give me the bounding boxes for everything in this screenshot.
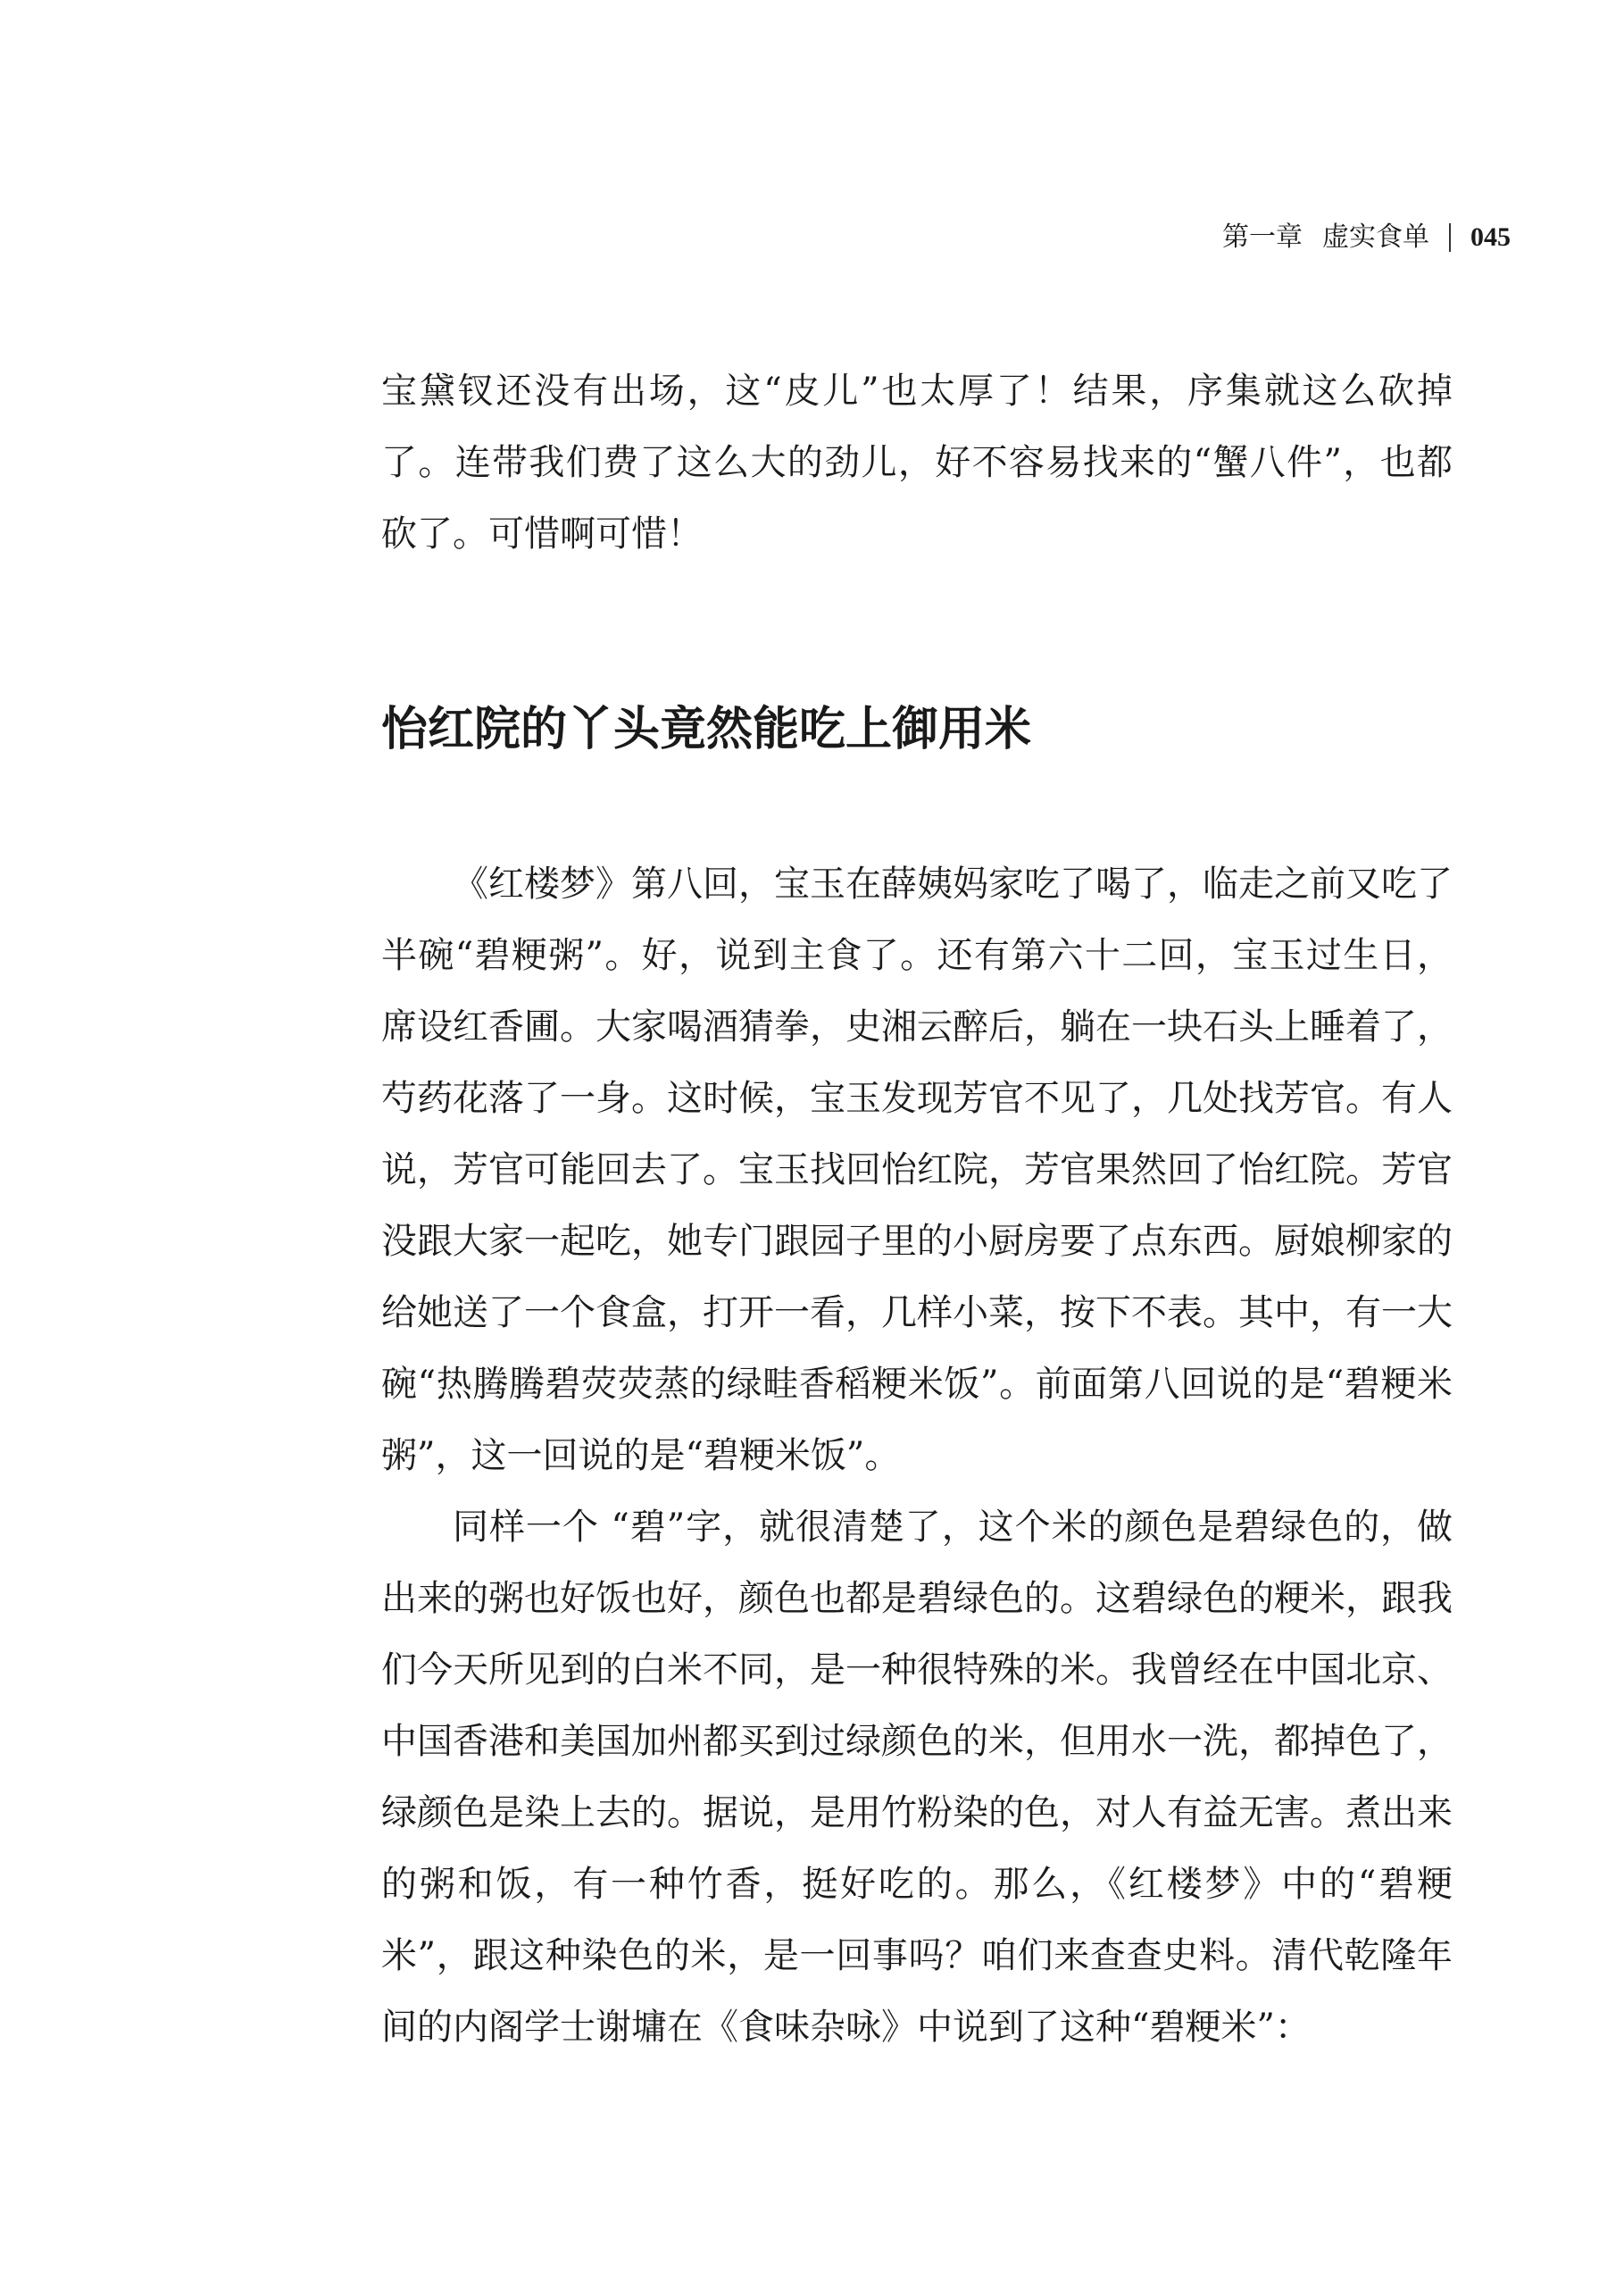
header-divider xyxy=(1449,223,1451,252)
chapter-number: 第一章 xyxy=(1222,221,1303,253)
running-head xyxy=(1222,220,1511,255)
section-heading: 怡红院的丫头竟然能吃上御用米 xyxy=(381,702,1032,756)
body-paragraph-1: 《红楼梦》第八回，宝玉在薛姨妈家吃了喝了，临走之前又吃了半碗“碧粳粥”。好，说到主食了。还有第六十二回，宝玉过生日，席设红香圃。大家喝酒猜拳，史湘云醉后，躺在一块石头上睡着了，芍药花落了一身。这时候，宝玉发现芳官不见了，几处找芳官。有人说，芳官可能回去了。宝玉找回怡红院，芳官果然回了怡红院。芳官没跟大家一起吃，她专门跟园子里的小厨房要了点东西。厨娘柳家的给她送了一个食盒，打开一看，几样小菜，按下不表。其中，有一大碗“热腾腾碧荧荧蒸的绿畦香稻粳米饭”。前面第八回说的是“碧粳米粥”，这一回说的是“碧粳米饭”。 xyxy=(381,864,1453,1476)
section-body xyxy=(381,848,1453,2063)
chapter-title: 虚实食单 xyxy=(1322,221,1429,253)
lead-paragraph: 宝黛钗还没有出场，这“皮儿”也太厚了！结果，序集就这么砍掉了。连带我们费了这么大的劲儿，好不容易找来的“蟹八件”，也都砍了。可惜啊可惜！ xyxy=(381,371,1453,555)
lead-text-block xyxy=(381,355,1453,570)
body-paragraph-2: 同样一个 “碧”字，就很清楚了，这个米的颜色是碧绿色的，做出来的粥也好饭也好，颜色也都是碧绿色的。这碧绿色的粳米，跟我们今天所见到的白米不同，是一种很特殊的米。我曾经在中国北京、中国香港和美国加州都买到过绿颜色的米，但用水一洗，都掉色了，绿颜色是染上去的。据说，是用竹粉染的色，对人有益无害。煮出来的粥和饭，有一种竹香，挺好吃的。那么，《红楼梦》中的“碧粳米”，跟这种染色的米，是一回事吗？咱们来查查史料。清代乾隆年间的内阁学士谢墉在《食味杂咏》中说到了这种“碧粳米”： xyxy=(381,1507,1453,2048)
page-number: 045 xyxy=(1470,222,1511,252)
